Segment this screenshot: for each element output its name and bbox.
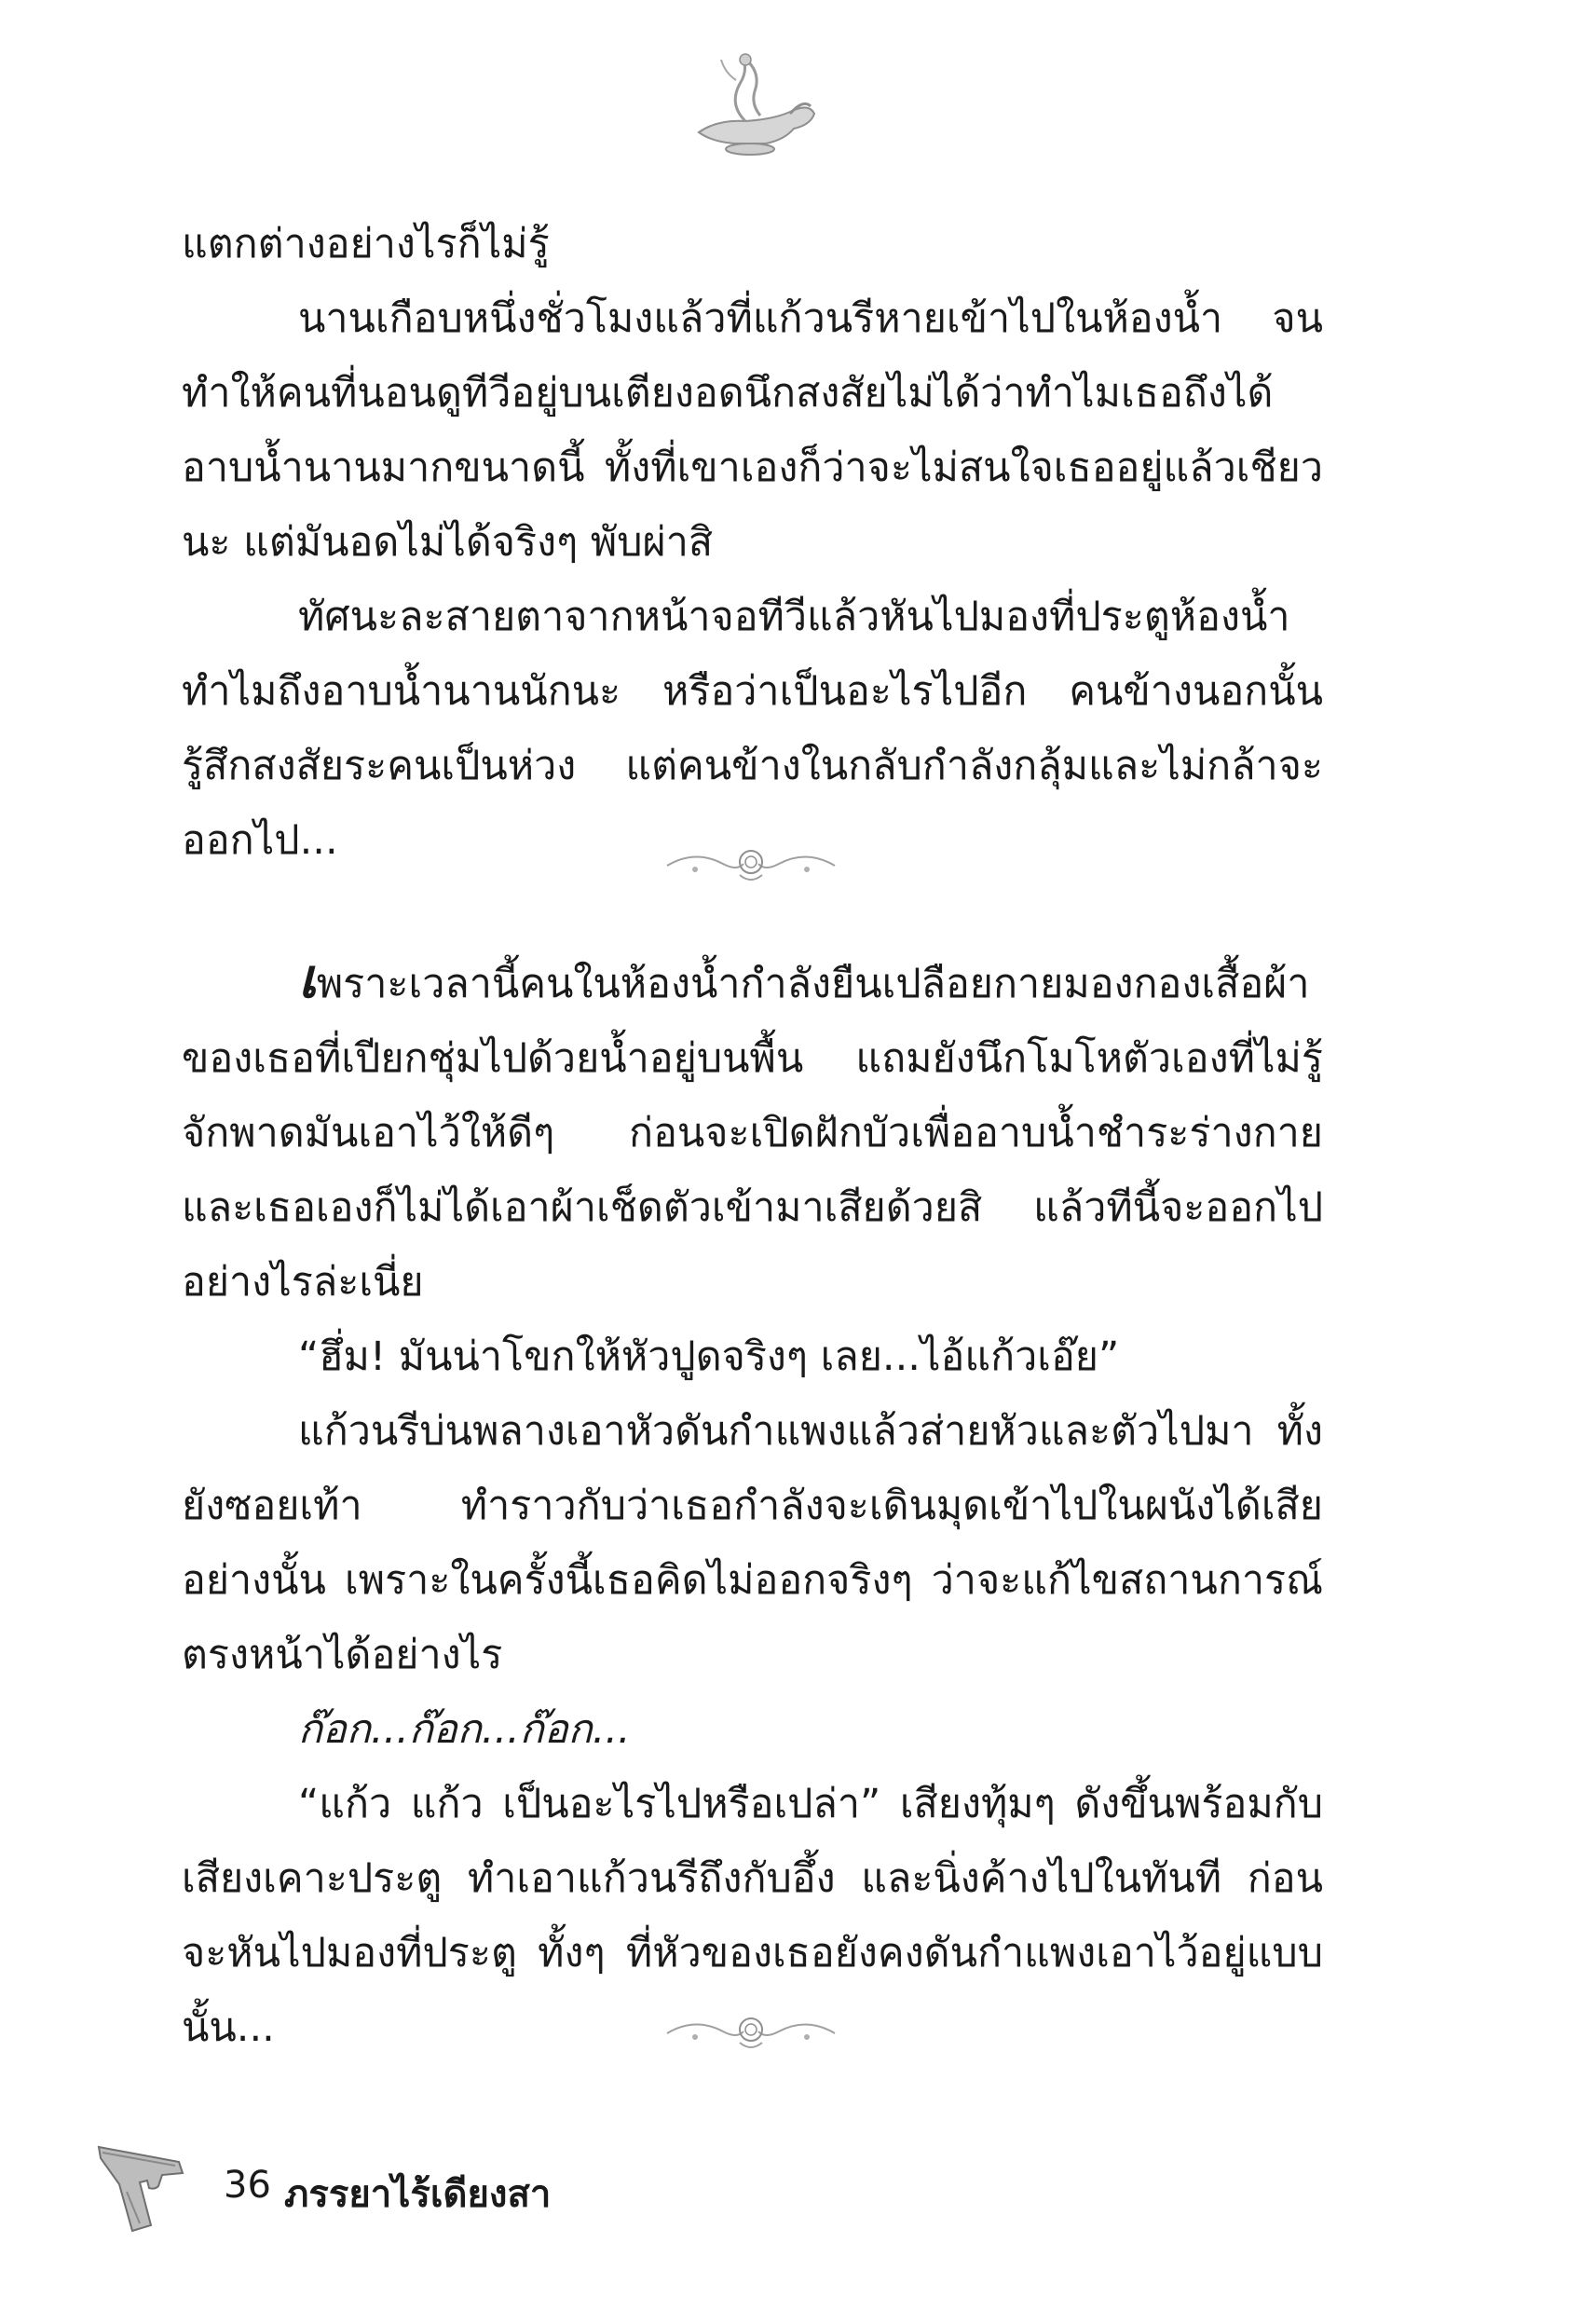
paragraph: ก๊อก...ก๊อก...ก๊อก... [298, 1706, 631, 1753]
pistol-icon [93, 2134, 205, 2236]
rose-ornament-icon [658, 2003, 844, 2059]
paragraph: แตกต่างอย่างไรก็ไม่รู้ [182, 221, 550, 267]
paragraph-text: พราะเวลานี้คนในห้องน้ำกำลังยืนเปลือยกายมองกองเสื้อผ้าของเธอที่เปียกชุ่มไปด้วยน้ำอยู่บนพื้น แถมยังนึกโมโหตัวเองที่ไม่รู้จักพาดมันเอาไว้ให้ดีๆ ก่อนจะเปิดฝักบัวเพื่ออาบน้ำชำระร่างกาย และเธอเองก็ไม่ได้เอาผ้าเช็ดตัวเข้ามาเสียด้วยสิ แล้วทีนี้จะออกไปอย่างไรล่ะเนี่ย [182, 961, 1323, 1306]
text-block-bottom [182, 941, 1323, 2065]
paragraph: แก้วนรีบ่นพลางเอาหัวดันกำแพงแล้วส่ายหัวและตัวไปมา ทั้งยังซอยเท้า ทำราวกับว่าเธอกำลังจะเดินมุดเข้าไปในผนังได้เสียอย่างนั้น เพราะในครั้งนี้เธอคิดไม่ออกจริงๆ ว่าจะแก้ไขสถานการณ์ตรงหน้าได้อย่างไร [182, 1408, 1323, 1678]
paragraph: ทัศนะละสายตาจากหน้าจอทีวีแล้วหันไปมองที่ประตูห้องน้ำ ทำไมถึงอาบน้ำนานนักนะ หรือว่าเป็นอะไรไปอีก คนข้างนอกนั้นรู้สึกสงสัยระคนเป็นห่วง แต่คนข้างในกลับกำลังกลุ้มและไม่กล้าจะออกไป... [182, 594, 1323, 864]
paragraph: “ฮึ่ม! มันน่าโขกให้หัวปูดจริงๆ เลย...ไอ้แก้วเอ๊ย” [298, 1333, 1120, 1380]
paragraph [182, 941, 1323, 1320]
text-block-top [182, 207, 1323, 878]
page-number: 36 [224, 2164, 271, 2207]
page-footer [93, 2134, 745, 2236]
book-title: ภรรยาไร้เดียงสา [284, 2173, 552, 2216]
drop-cap: เ [298, 947, 317, 1010]
genie-lamp-icon [680, 47, 820, 158]
paragraph: นานเกือบหนึ่งชั่วโมงแล้วที่แก้วนรีหายเข้าไปในห้องน้ำ จนทำให้คนที่นอนดูทีวีอยู่บนเตียงอดนึกสงสัยไม่ได้ว่าทำไมเธอถึงได้อาบน้ำนานมากขนาดนี้ ทั้งที่เขาเองก็ว่าจะไม่สนใจเธออยู่แล้วเชียวนะ แต่มันอดไม่ได้จริงๆ พับผ่าสิ [182, 295, 1323, 566]
rose-ornament-icon [658, 836, 844, 892]
paragraph: “แก้ว แก้ว เป็นอะไรไปหรือเปล่า” เสียงทุ้มๆ ดังขึ้นพร้อมกับเสียงเคาะประตู ทำเอาแก้วนรีถึงกับอึ้ง และนิ่งค้างไปในทันที ก่อนจะหันไปมองที่ประตู ทั้งๆ ที่หัวของเธอยังคงดันกำแพงเอาไว้อยู่แบบนั้น... [182, 1781, 1323, 2051]
